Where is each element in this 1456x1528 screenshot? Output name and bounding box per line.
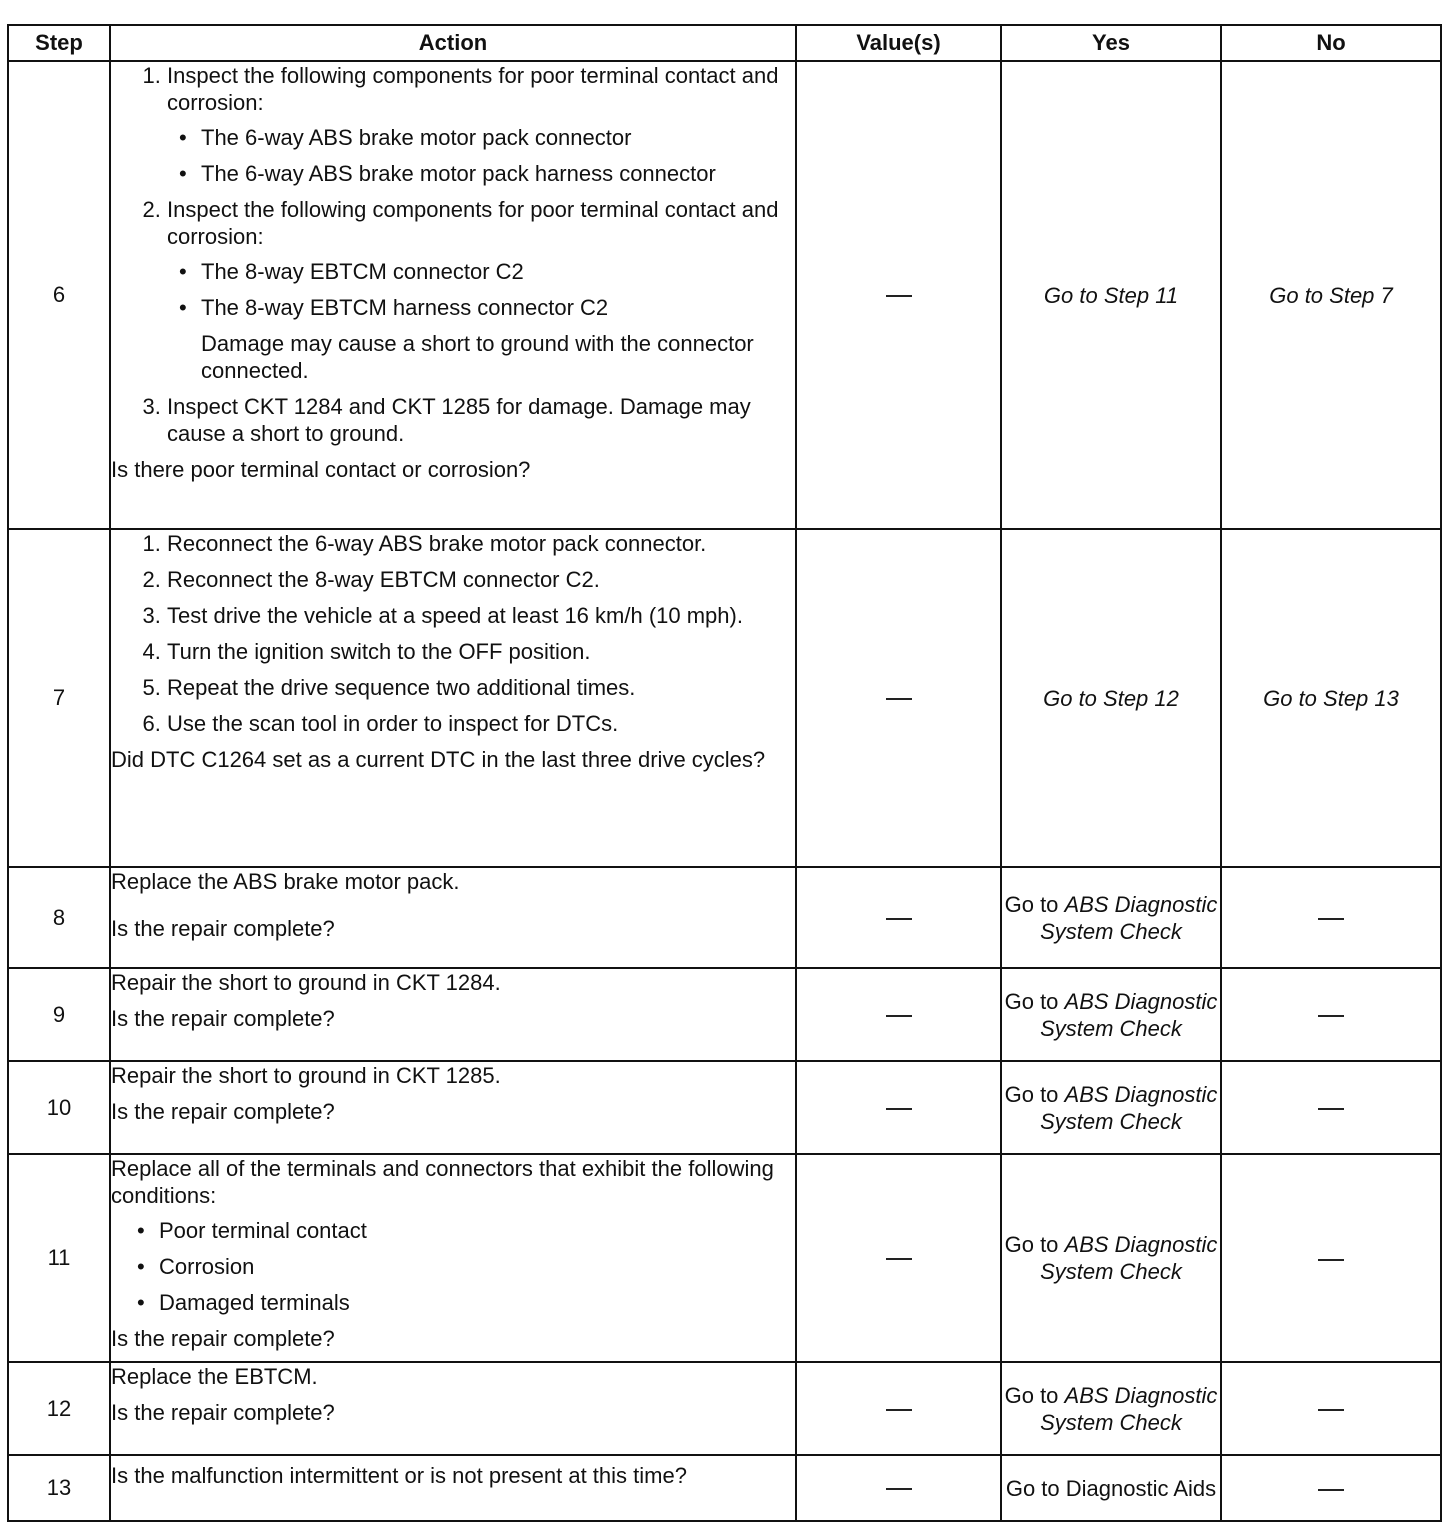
action-cell [110,1455,796,1521]
dash-mark [886,295,912,297]
dash-mark [1318,1108,1344,1110]
action-cell [110,529,796,867]
value-cell [796,529,1001,867]
bullet-list [167,124,795,187]
header-values: Value(s) [796,25,1001,61]
action-text: Replace the ABS brake motor pack. [111,869,460,894]
value-cell [796,1455,1001,1521]
header-no: No [1221,25,1441,61]
dash-mark [886,1488,912,1490]
action-text: Repair the short to ground in CKT 1284. [111,970,501,995]
action-question: Is the repair complete? [111,1099,335,1124]
yes-cell: Go to ABS Diagnostic System Check [1001,1061,1221,1154]
table-row [8,529,1441,867]
action-cell [110,968,796,1061]
dash-mark [886,1258,912,1260]
bullet-list [111,1217,795,1316]
dash-mark [1318,918,1344,920]
list-item: 4. Turn the ignition switch to the OFF position. [167,638,795,665]
action-cell [110,1362,796,1455]
list-item: 1. Reconnect the 6-way ABS brake motor pack connector. [167,530,795,557]
dash-mark [886,1108,912,1110]
dash-mark [1318,1489,1344,1491]
list-item: • Damaged terminals [159,1289,795,1316]
no-cell: Go to Step 7 [1221,61,1441,529]
value-cell [796,867,1001,968]
value-cell [796,1362,1001,1455]
action-cell [110,1154,796,1362]
header-action: Action [110,25,796,61]
list-item: • The 6-way ABS brake motor pack connector [201,124,795,151]
yes-cell: Go to ABS Diagnostic System Check [1001,1362,1221,1455]
step-number: 8 [8,867,110,968]
action-question: Did DTC C1264 set as a current DTC in the last three drive cycles? [111,747,766,772]
list-item: 2. Inspect the following components for poor terminal contact and corrosion: • The 8-way EBTCM connector C2 • The 8-way EBTCM harness connector C2 Damage may cause a short to ground with the connector connected. [167,196,795,384]
list-item: 5. Repeat the drive sequence two additional times. [167,674,795,701]
action-cell [110,1061,796,1154]
action-note: Damage may cause a short to ground with the connector connected. [201,331,754,383]
dash-mark [1318,1409,1344,1411]
list-item: • The 8-way EBTCM connector C2 [201,258,795,285]
header-step: Step [8,25,110,61]
yes-cell: Go to ABS Diagnostic System Check [1001,968,1221,1061]
action-list [111,62,795,447]
step-number: 9 [8,968,110,1061]
value-cell [796,1061,1001,1154]
action-list [111,530,795,737]
list-item: 3. Inspect CKT 1284 and CKT 1285 for damage. Damage may cause a short to ground. [167,393,795,447]
value-cell [796,61,1001,529]
table-row [8,61,1441,529]
action-question: Is there poor terminal contact or corrosion? [111,457,531,482]
yes-cell: Go to ABS Diagnostic System Check [1001,867,1221,968]
list-item: • The 8-way EBTCM harness connector C2 [201,294,795,321]
yes-cell: Go to ABS Diagnostic System Check [1001,1154,1221,1362]
step-number: 10 [8,1061,110,1154]
no-cell [1221,1154,1441,1362]
action-text: Replace the EBTCM. [111,1364,318,1389]
list-item: 2. Reconnect the 8-way EBTCM connector C2. [167,566,795,593]
action-question: Is the malfunction intermittent or is not present at this time? [111,1463,687,1488]
dash-mark [1318,1259,1344,1261]
action-cell [110,61,796,529]
no-cell [1221,1455,1441,1521]
no-cell [1221,1362,1441,1455]
table-row [8,1061,1441,1154]
list-item: 1. Inspect the following components for poor terminal contact and corrosion: • The 6-way ABS brake motor pack connector • The 6-way ABS brake motor pack harness connector [167,62,795,187]
list-item: 3. Test drive the vehicle at a speed at least 16 km/h (10 mph). [167,602,795,629]
action-question: Is the repair complete? [111,1006,335,1031]
yes-cell: Go to Step 11 [1001,61,1221,529]
table-row [8,1154,1441,1362]
dash-mark [886,698,912,700]
bullet-list [167,258,795,321]
action-question: Is the repair complete? [111,1400,335,1425]
action-cell [110,867,796,968]
no-cell [1221,968,1441,1061]
table-row [8,1362,1441,1455]
dash-mark [1318,1015,1344,1017]
yes-cell: Go to Step 12 [1001,529,1221,867]
dash-mark [886,918,912,920]
list-item: 6. Use the scan tool in order to inspect for DTCs. [167,710,795,737]
list-item: • Corrosion [159,1253,795,1280]
step-number: 11 [8,1154,110,1362]
no-cell [1221,1061,1441,1154]
list-item: • Poor terminal contact [159,1217,795,1244]
header-yes: Yes [1001,25,1221,61]
action-question: Is the repair complete? [111,916,335,941]
diagnostic-table [7,24,1442,1522]
step-number: 7 [8,529,110,867]
no-cell [1221,867,1441,968]
step-number: 13 [8,1455,110,1521]
step-number: 12 [8,1362,110,1455]
header-row [8,25,1441,61]
dash-mark [886,1409,912,1411]
action-text: Replace all of the terminals and connectors that exhibit the following conditions: [111,1156,774,1208]
action-question: Is the repair complete? [111,1326,335,1351]
table-row [8,867,1441,968]
no-cell: Go to Step 13 [1221,529,1441,867]
table-row [8,968,1441,1061]
dash-mark [886,1015,912,1017]
list-item: • The 6-way ABS brake motor pack harness connector [201,160,795,187]
step-number: 6 [8,61,110,529]
value-cell [796,1154,1001,1362]
yes-cell: Go to Diagnostic Aids [1001,1455,1221,1521]
value-cell [796,968,1001,1061]
table-row [8,1455,1441,1521]
action-text: Repair the short to ground in CKT 1285. [111,1063,501,1088]
